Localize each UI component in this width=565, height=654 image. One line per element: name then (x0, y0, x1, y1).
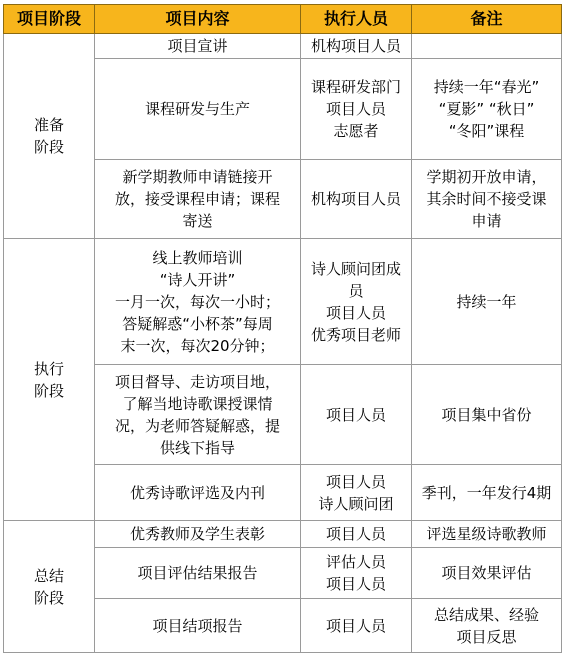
content-cell: 项目结项报告 (95, 599, 301, 653)
stage-cell-summary: 总结 阶段 (4, 521, 95, 653)
project-plan-table (3, 4, 562, 653)
content-cell: 项目宣讲 (95, 34, 301, 59)
table-row (4, 34, 562, 59)
header-staff: 执行人员 (301, 5, 412, 34)
notes-cell (412, 34, 562, 59)
header-content: 项目内容 (95, 5, 301, 34)
content-cell: 项目督导、走访项目地， 了解当地诗歌课授课情 况，为老师答疑解惑，提 供线下指导 (95, 365, 301, 465)
header-notes: 备注 (412, 5, 562, 34)
staff-cell: 机构项目人员 (301, 160, 412, 239)
content-cell: 新学期教师申请链接开 放，接受课程申请；课程 寄送 (95, 160, 301, 239)
header-stage: 项目阶段 (4, 5, 95, 34)
notes-cell: 总结成果、经验 项目反思 (412, 599, 562, 653)
staff-cell: 项目人员 (301, 365, 412, 465)
staff-cell: 机构项目人员 (301, 34, 412, 59)
staff-cell: 项目人员 (301, 521, 412, 548)
content-cell: 优秀教师及学生表彰 (95, 521, 301, 548)
notes-cell: 评选星级诗歌教师 (412, 521, 562, 548)
notes-cell: 项目效果评估 (412, 548, 562, 599)
content-cell: 课程研发与生产 (95, 59, 301, 160)
notes-cell: 学期初开放申请， 其余时间不接受课 申请 (412, 160, 562, 239)
staff-cell: 项目人员 (301, 599, 412, 653)
table-row (4, 239, 562, 365)
table-row (4, 521, 562, 548)
content-cell: 优秀诗歌评选及内刊 (95, 465, 301, 521)
header-row (4, 5, 562, 34)
staff-cell: 评估人员 项目人员 (301, 548, 412, 599)
notes-cell: 持续一年 (412, 239, 562, 365)
stage-cell-prepare: 准备 阶段 (4, 34, 95, 239)
stage-cell-execute: 执行 阶段 (4, 239, 95, 521)
notes-cell: 项目集中省份 (412, 365, 562, 465)
staff-cell: 项目人员 诗人顾问团 (301, 465, 412, 521)
content-cell: 项目评估结果报告 (95, 548, 301, 599)
notes-cell: 季刊，一年发行4期 (412, 465, 562, 521)
content-cell: 线上教师培训 “诗人开讲” 一月一次，每次一小时； 答疑解惑“小杯茶”每周 末一次，每次20分钟； (95, 239, 301, 365)
staff-cell: 课程研发部门 项目人员 志愿者 (301, 59, 412, 160)
notes-cell: 持续一年“春光” “夏影” “秋日” “冬阳”课程 (412, 59, 562, 160)
staff-cell: 诗人顾问团成 员 项目人员 优秀项目老师 (301, 239, 412, 365)
